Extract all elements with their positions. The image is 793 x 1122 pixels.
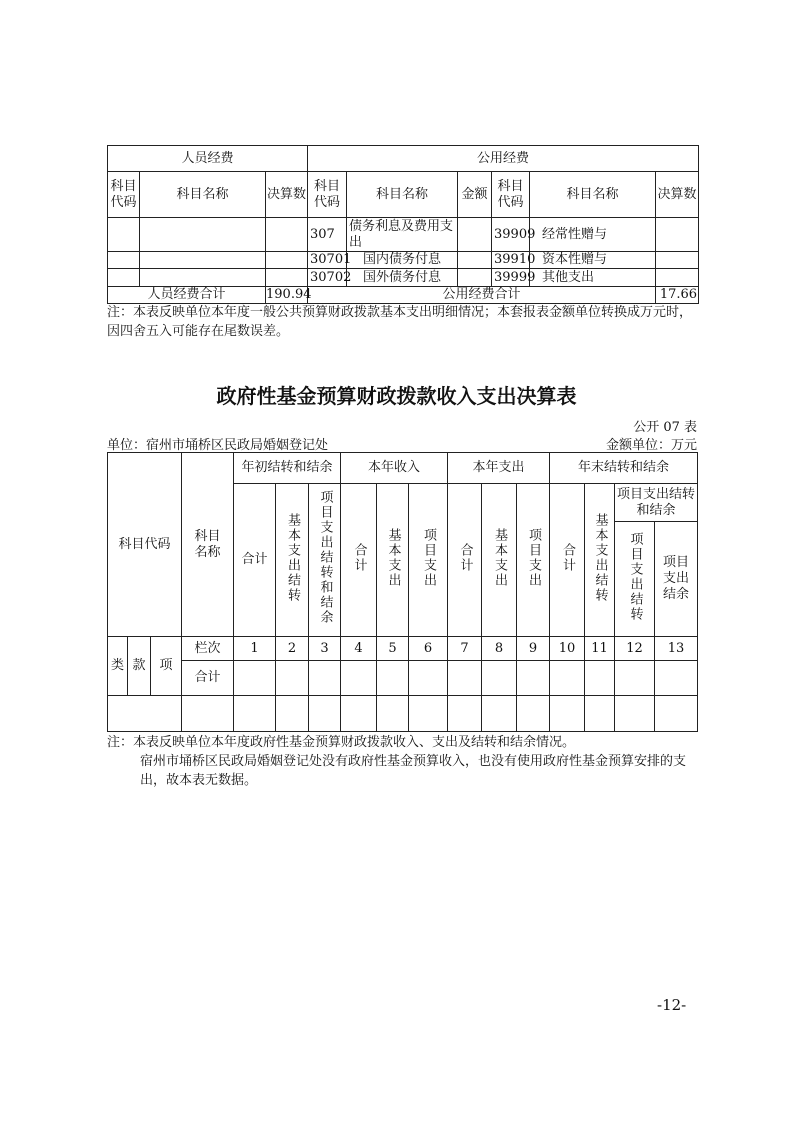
total-row (108, 287, 699, 304)
header-kuan: 款 (128, 637, 151, 696)
code-cell: 39999 (492, 269, 530, 287)
column-no: 6 (409, 637, 448, 661)
table-row (108, 218, 699, 252)
group-closing-balance: 年末结转和结余 (550, 453, 698, 484)
total-row (108, 661, 698, 696)
column-no: 11 (585, 637, 615, 661)
column-no: 10 (550, 637, 585, 661)
header-project-carry-balance: 项目支出结转和结余 (615, 484, 698, 522)
header-total: 合计 (457, 542, 473, 573)
header-code: 科目代码 (308, 172, 347, 218)
header-name: 科目名称 (140, 172, 266, 218)
government-fund-table (107, 452, 698, 732)
column-no: 12 (615, 637, 655, 661)
column-no: 13 (655, 637, 698, 661)
code-cell: 30701 (308, 252, 347, 269)
group-personnel: 人员经费 (108, 146, 308, 172)
group-income: 本年收入 (341, 453, 448, 484)
column-no: 3 (309, 637, 341, 661)
form-number: 公开 07 表 (633, 420, 697, 435)
table2-note-line1: 注：本表反映单位本年度政府性基金预算财政拨款收入、支出及结转和结余情况。 (107, 735, 576, 750)
header-project-exp: 项目支出 (526, 527, 541, 588)
header-code: 科目代码 (108, 172, 140, 218)
header-name: 科目名称 (530, 172, 656, 218)
header-lei: 类 (108, 637, 128, 696)
header-amount: 金额 (458, 172, 492, 218)
header-subject-code: 科目代码 (108, 453, 182, 637)
column-no: 8 (482, 637, 517, 661)
header-project-carry-balance: 项目支出结转和结余 (317, 490, 333, 625)
code-cell: 39910 (492, 252, 530, 269)
header-settled: 决算数 (656, 172, 699, 218)
header-name: 科目名称 (347, 172, 458, 218)
column-no-label: 栏次 (182, 637, 234, 661)
name-cell: 资本性赠与 (530, 252, 656, 269)
header-xiang: 项 (151, 637, 182, 696)
header-basic-exp: 基本支出 (385, 527, 401, 588)
public-total-label: 公用经费合计 (308, 287, 656, 304)
column-no: 4 (341, 637, 377, 661)
public-total: 17.66 (656, 287, 699, 304)
personnel-total: 190.94 (266, 287, 312, 302)
page-number: -12- (657, 996, 687, 1014)
name-cell: 其他支出 (530, 269, 656, 287)
header-project-balance: 项目支出结余 (662, 555, 689, 602)
header-basic-carry: 基本支出结转 (592, 512, 608, 603)
column-no: 1 (234, 637, 276, 661)
header-project-exp: 项目支出 (421, 527, 436, 588)
name-cell: 国外债务付息 (347, 269, 458, 287)
header-total: 合计 (560, 542, 575, 573)
name-cell: 债务利息及费用支出 (347, 218, 458, 252)
currency-unit: 金额单位：万元 (605, 438, 697, 453)
total-label: 合计 (182, 661, 234, 696)
column-no: 7 (448, 637, 482, 661)
page-title: 政府性基金预算财政拨款收入支出决算表 (216, 384, 577, 408)
group-opening-balance: 年初结转和结余 (234, 453, 341, 484)
header-project-carry: 项目支出结转 (627, 531, 643, 622)
unit-label: 单位：宿州市埇桥区民政局婚姻登记处 (107, 438, 329, 453)
header-total: 合计 (351, 542, 367, 573)
group-public: 公用经费 (308, 146, 699, 172)
table2-note-line2: 宿州市埇桥区民政局婚姻登记处没有政府性基金预算收入，也没有使用政府性基金预算安排的支出，故本表无数据。 (140, 754, 687, 788)
group-expenditure: 本年支出 (448, 453, 550, 484)
name-cell: 国内债务付息 (347, 252, 458, 269)
personnel-total-label: 人员经费合计 (108, 287, 266, 304)
name-cell: 经常性赠与 (530, 218, 656, 252)
header-subject-name: 科目名称 (194, 528, 221, 560)
table-row (108, 696, 698, 732)
header-basic-exp: 基本支出 (492, 527, 507, 588)
column-no: 2 (276, 637, 309, 661)
code-cell: 30702 (308, 269, 347, 287)
code-cell: 39909 (492, 218, 530, 252)
header-settled: 决算数 (266, 172, 308, 218)
table-row (108, 269, 699, 287)
table1-note: 注：本表反映单位本年度一般公共预算财政拨款基本支出明细情况；本套报表金额单位转换成万元时，因四舍五入可能存在尾数误差。 (107, 305, 693, 339)
code-cell: 307 (308, 218, 347, 252)
header-basic-carry: 基本支出结转 (285, 512, 300, 603)
basic-expenditure-table (107, 145, 699, 304)
header-total: 合计 (234, 484, 276, 637)
table-row (108, 252, 699, 269)
header-code: 科目代码 (492, 172, 530, 218)
column-no: 9 (517, 637, 550, 661)
column-no: 5 (377, 637, 409, 661)
